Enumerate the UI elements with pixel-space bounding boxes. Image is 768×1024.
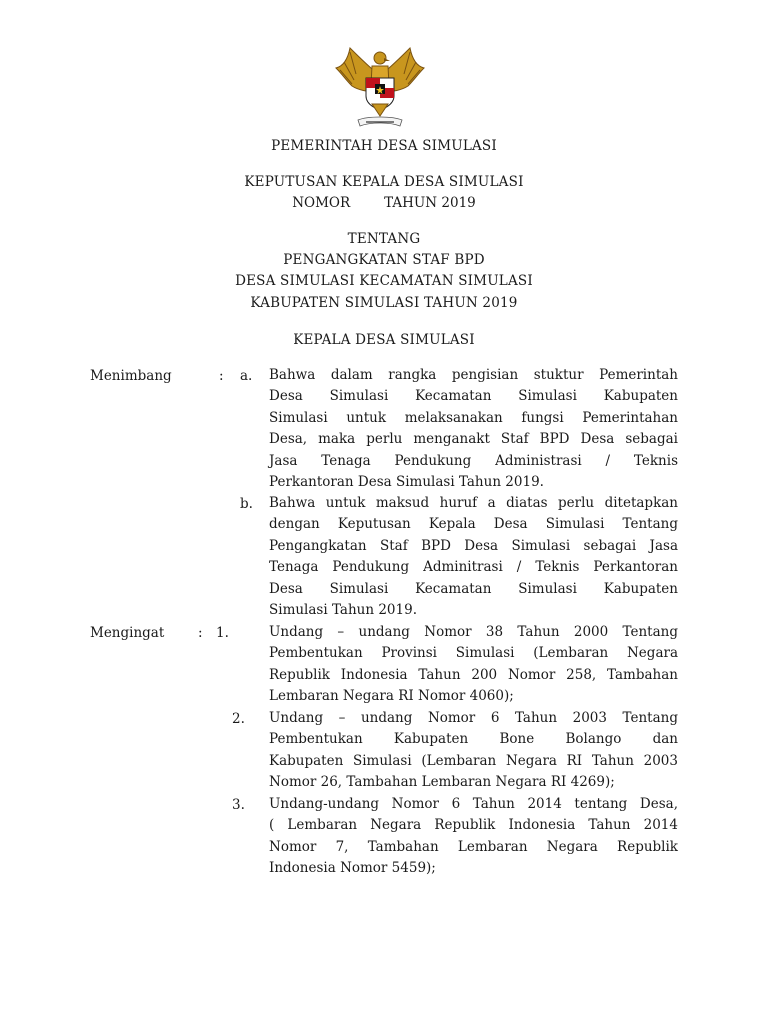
text-line: Nomor 26, Tambahan Lembaran Negara RI 4269);: [269, 774, 615, 791]
about-heading: TENTANG: [347, 231, 421, 247]
menimbang-item-b-marker: b.: [240, 496, 253, 512]
mengingat-item-1: [269, 622, 678, 708]
number-year: TAHUN 2019: [384, 195, 476, 211]
mengingat-label: Mengingat: [90, 625, 165, 641]
text-line: Pembentukan Provinsi Simulasi (Lembaran Negara: [269, 645, 678, 662]
mengingat-item-3: [269, 794, 678, 880]
menimbang-label: Menimbang: [90, 368, 172, 384]
text-line: dengan Keputusan Kepala Desa Simulasi Tentang: [269, 516, 678, 533]
text-line: Desa, maka perlu menganakt Staf BPD Desa sebagai: [269, 431, 678, 448]
mengingat-colon: :: [198, 625, 203, 641]
text-line: Kabupaten Simulasi (Lembaran Negara RI Tahun 2003: [269, 752, 678, 769]
text-line: Tenaga Pendukung Adminitrasi / Teknis Perkantoran: [269, 559, 678, 576]
text-line: Desa Simulasi Kecamatan Simulasi Kabupaten: [269, 580, 678, 597]
decree-number-line: [0, 195, 768, 211]
text-line: Undang – undang Nomor 38 Tahun 2000 Tentang: [269, 624, 678, 640]
text-line: Perkantoran Desa Simulasi Tahun 2019.: [269, 474, 544, 491]
subject-line-3: KABUPATEN SIMULASI TAHUN 2019: [250, 295, 518, 311]
menimbang-item-b: [269, 493, 678, 621]
text-line: Desa Simulasi Kecamatan Simulasi Kabupaten: [269, 388, 678, 405]
text-line: Pengangkatan Staf BPD Desa Simulasi sebagai Jasa: [269, 537, 678, 554]
subject-line-2: DESA SIMULASI KECAMATAN SIMULASI: [235, 273, 533, 289]
garuda-emblem-icon: [328, 44, 432, 132]
decree-title: KEPUTUSAN KEPALA DESA SIMULASI: [244, 174, 524, 190]
text-line: Jasa Tenaga Pendukung Administrasi / Teknis: [269, 452, 678, 469]
text-line: Bahwa dalam rangka pengisian stuktur Pemerintah: [269, 367, 678, 383]
mengingat-item-1-marker: 1.: [216, 625, 229, 641]
text-line: Pembentukan Kabupaten Bone Bolango dan: [269, 731, 678, 748]
menimbang-item-a: [269, 365, 678, 493]
text-line: Undang – undang Nomor 6 Tahun 2003 Tentang: [269, 710, 678, 726]
mengingat-item-3-marker: 3.: [232, 797, 245, 813]
text-line: Bahwa untuk maksud huruf a diatas perlu ditetapkan: [269, 495, 678, 511]
text-line: Simulasi untuk melaksanakan fungsi Pemerintahan: [269, 409, 678, 426]
mengingat-item-2: [269, 708, 678, 794]
authority-heading: KEPALA DESA SIMULASI: [293, 332, 475, 348]
text-line: Indonesia Nomor 5459);: [269, 860, 436, 877]
text-line: Undang-undang Nomor 6 Tahun 2014 tentang Desa,: [269, 796, 678, 812]
menimbang-colon: :: [219, 368, 224, 384]
menimbang-item-a-marker: a.: [240, 368, 253, 384]
text-line: Lembaran Negara RI Nomor 4060);: [269, 688, 514, 705]
text-line: ( Lembaran Negara Republik Indonesia Tahun 2014: [269, 817, 678, 834]
text-line: Nomor 7, Tambahan Lembaran Negara Republik: [269, 838, 678, 855]
number-label: NOMOR: [292, 195, 351, 211]
text-line: Republik Indonesia Tahun 200 Nomor 258, Tambahan: [269, 666, 678, 683]
subject-line-1: PENGANGKATAN STAF BPD: [283, 252, 485, 268]
mengingat-item-2-marker: 2.: [232, 711, 245, 727]
government-name: PEMERINTAH DESA SIMULASI: [271, 138, 497, 154]
text-line: Simulasi Tahun 2019.: [269, 602, 417, 619]
